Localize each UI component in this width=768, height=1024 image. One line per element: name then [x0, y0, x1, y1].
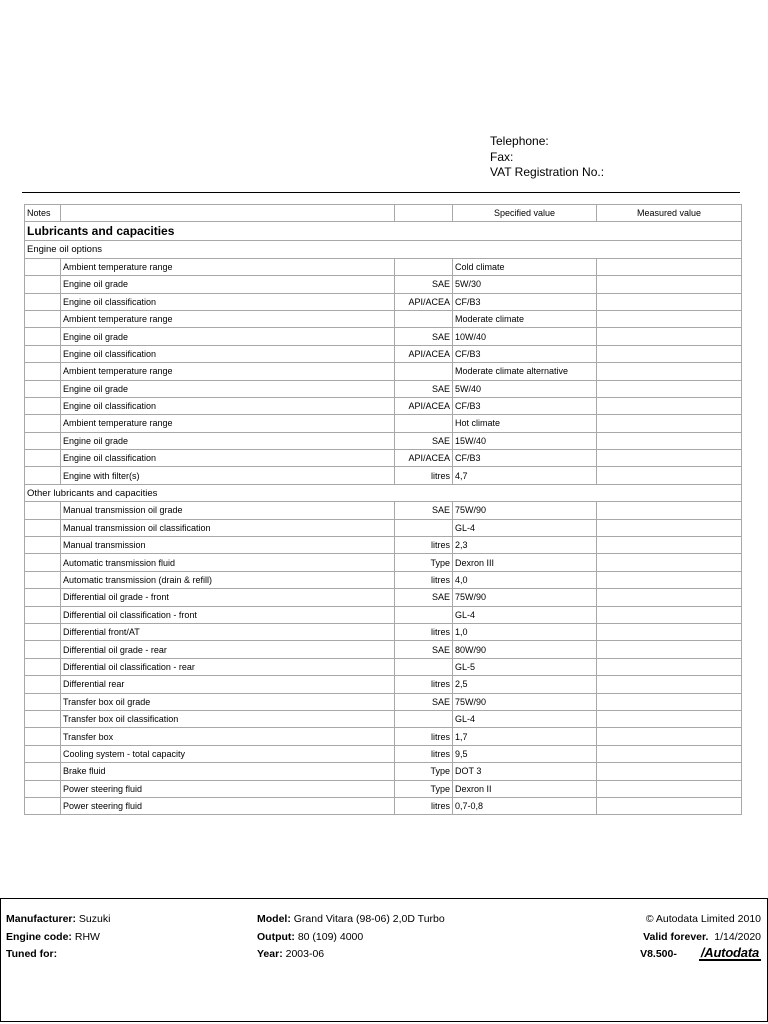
row-unit: API/ACEA — [395, 450, 453, 467]
measured-value — [597, 345, 742, 362]
row-label: Engine oil grade — [61, 276, 395, 293]
row-label: Engine oil grade — [61, 432, 395, 449]
specified-value: GL-4 — [453, 519, 597, 536]
row-label: Transfer box oil grade — [61, 693, 395, 710]
tuned-for-label: Tuned for: — [6, 948, 58, 960]
notes-cell — [25, 589, 61, 606]
row-label: Transfer box oil classification — [61, 710, 395, 727]
measured-value — [597, 537, 742, 554]
notes-cell — [25, 571, 61, 588]
measured-value — [597, 310, 742, 327]
row-unit: litres — [395, 676, 453, 693]
row-label: Differential oil classification - rear — [61, 658, 395, 675]
table-row — [25, 589, 742, 606]
row-unit: litres — [395, 571, 453, 588]
row-unit: SAE — [395, 380, 453, 397]
row-unit: API/ACEA — [395, 345, 453, 362]
telephone-label: Telephone: — [490, 134, 549, 148]
row-unit: SAE — [395, 432, 453, 449]
notes-cell — [25, 693, 61, 710]
table-row — [25, 623, 742, 640]
contact-block — [490, 134, 604, 181]
measured-value — [597, 606, 742, 623]
table-row — [25, 432, 742, 449]
measured-value — [597, 397, 742, 414]
row-unit — [395, 415, 453, 432]
group-row — [25, 241, 742, 258]
table-row — [25, 519, 742, 536]
measured-value — [597, 693, 742, 710]
row-unit: litres — [395, 467, 453, 484]
row-unit — [395, 658, 453, 675]
row-label: Differential front/AT — [61, 623, 395, 640]
table-row — [25, 710, 742, 727]
specified-value: 15W/40 — [453, 432, 597, 449]
specified-value: Moderate climate alternative — [453, 363, 597, 380]
valid-label: Valid forever. — [643, 930, 709, 943]
notes-cell — [25, 745, 61, 762]
specified-value: 9,5 — [453, 745, 597, 762]
notes-cell — [25, 293, 61, 310]
year-value: 2003-06 — [282, 948, 325, 960]
measured-value — [597, 450, 742, 467]
specified-value: 10W/40 — [453, 328, 597, 345]
row-unit: Type — [395, 780, 453, 797]
table-row — [25, 345, 742, 362]
specified-value: Hot climate — [453, 415, 597, 432]
notes-cell — [25, 310, 61, 327]
row-label: Cooling system - total capacity — [61, 745, 395, 762]
row-label: Manual transmission oil grade — [61, 502, 395, 519]
specified-value: Dexron II — [453, 780, 597, 797]
table-row — [25, 502, 742, 519]
row-unit: API/ACEA — [395, 397, 453, 414]
row-label: Engine oil classification — [61, 293, 395, 310]
row-unit: SAE — [395, 276, 453, 293]
autodata-logo: /Autodata — [700, 945, 759, 960]
notes-cell — [25, 606, 61, 623]
measured-value — [597, 276, 742, 293]
row-label: Engine with filter(s) — [61, 467, 395, 484]
table-row — [25, 728, 742, 745]
row-label: Differential oil grade - front — [61, 589, 395, 606]
measured-value — [597, 380, 742, 397]
group-title: Engine oil options — [25, 241, 742, 258]
group-title: Other lubricants and capacities — [25, 484, 742, 501]
section-row — [25, 222, 742, 241]
row-unit: SAE — [395, 693, 453, 710]
engine-code-value: RHW — [71, 930, 100, 943]
notes-cell — [25, 345, 61, 362]
row-label: Ambient temperature range — [61, 310, 395, 327]
table-row — [25, 606, 742, 623]
notes-cell — [25, 258, 61, 275]
footer — [0, 898, 768, 1022]
manufacturer-label: Manufacturer: — [6, 913, 77, 925]
measured-value — [597, 780, 742, 797]
measured-value — [597, 502, 742, 519]
notes-cell — [25, 502, 61, 519]
notes-cell — [25, 623, 61, 640]
measured-value — [597, 710, 742, 727]
notes-cell — [25, 432, 61, 449]
row-unit — [395, 710, 453, 727]
measured-value — [597, 293, 742, 310]
notes-header: Notes — [25, 205, 61, 222]
footer-middle — [257, 911, 445, 964]
notes-cell — [25, 328, 61, 345]
row-unit: litres — [395, 623, 453, 640]
table-row — [25, 467, 742, 484]
measured-value — [597, 676, 742, 693]
table-row — [25, 797, 742, 814]
fax-label: Fax: — [490, 149, 514, 164]
specified-value: 4,0 — [453, 571, 597, 588]
row-unit — [395, 606, 453, 623]
row-label: Automatic transmission (drain & refill) — [61, 571, 395, 588]
group-row — [25, 484, 742, 501]
row-label: Engine oil classification — [61, 450, 395, 467]
vat-label: VAT Registration No.: — [490, 165, 605, 179]
table-row — [25, 780, 742, 797]
measured-value-header: Measured value — [597, 205, 742, 222]
table-row — [25, 258, 742, 275]
notes-cell — [25, 450, 61, 467]
measured-value — [597, 328, 742, 345]
table-row — [25, 641, 742, 658]
table-row — [25, 380, 742, 397]
table-row — [25, 276, 742, 293]
specified-value: CF/B3 — [453, 345, 597, 362]
table-row — [25, 310, 742, 327]
row-unit: litres — [395, 537, 453, 554]
output-label: Output: — [257, 930, 295, 943]
notes-cell — [25, 415, 61, 432]
specified-value: GL-4 — [453, 710, 597, 727]
specified-value: Moderate climate — [453, 310, 597, 327]
specified-value: CF/B3 — [453, 397, 597, 414]
row-unit: litres — [395, 745, 453, 762]
output-value: 80 (109) 4000 — [294, 930, 364, 943]
specified-value: CF/B3 — [453, 293, 597, 310]
row-label: Differential oil classification - front — [61, 606, 395, 623]
notes-cell — [25, 467, 61, 484]
table-row — [25, 363, 742, 380]
row-label: Engine oil grade — [61, 328, 395, 345]
copyright: © Autodata Limited 2010 — [645, 913, 761, 925]
row-unit: Type — [395, 554, 453, 571]
measured-value — [597, 728, 742, 745]
table-row — [25, 293, 742, 310]
row-label: Transfer box — [61, 728, 395, 745]
measured-value — [597, 623, 742, 640]
notes-cell — [25, 710, 61, 727]
table-row — [25, 450, 742, 467]
row-unit — [395, 258, 453, 275]
row-label: Ambient temperature range — [61, 258, 395, 275]
footer-left — [6, 911, 110, 964]
row-label: Manual transmission — [61, 537, 395, 554]
specified-value: DOT 3 — [453, 763, 597, 780]
notes-cell — [25, 780, 61, 797]
notes-cell — [25, 728, 61, 745]
row-label: Power steering fluid — [61, 797, 395, 814]
specified-value: CF/B3 — [453, 450, 597, 467]
row-label: Ambient temperature range — [61, 363, 395, 380]
header-divider — [22, 192, 740, 193]
row-label: Engine oil classification — [61, 397, 395, 414]
measured-value — [597, 432, 742, 449]
specified-value: 0,7-0,8 — [453, 797, 597, 814]
measured-value — [597, 519, 742, 536]
specified-value: 75W/90 — [453, 693, 597, 710]
specified-value: 1,7 — [453, 728, 597, 745]
model-value: Grand Vitara (98-06) 2,0D Turbo — [290, 913, 445, 925]
notes-cell — [25, 763, 61, 780]
row-label: Power steering fluid — [61, 780, 395, 797]
row-unit: SAE — [395, 589, 453, 606]
table-header-row — [25, 205, 742, 222]
notes-cell — [25, 554, 61, 571]
specified-value: Cold climate — [453, 258, 597, 275]
table-row — [25, 693, 742, 710]
version: V8.500- — [640, 948, 677, 960]
specified-value: 75W/90 — [453, 502, 597, 519]
notes-cell — [25, 276, 61, 293]
row-unit — [395, 519, 453, 536]
row-unit — [395, 363, 453, 380]
year-label: Year: — [257, 948, 283, 960]
spec-table — [24, 204, 742, 815]
notes-cell — [25, 658, 61, 675]
table-row — [25, 537, 742, 554]
model-label: Model: — [257, 913, 291, 925]
row-unit: Type — [395, 763, 453, 780]
valid-date: 1/14/2020 — [714, 930, 761, 943]
table-row — [25, 763, 742, 780]
specified-value-header: Specified value — [453, 205, 597, 222]
table-row — [25, 676, 742, 693]
row-unit: SAE — [395, 641, 453, 658]
measured-value — [597, 554, 742, 571]
notes-cell — [25, 797, 61, 814]
specified-value: 2,5 — [453, 676, 597, 693]
measured-value — [597, 258, 742, 275]
engine-code-label: Engine code: — [6, 930, 72, 943]
table-row — [25, 328, 742, 345]
specified-value: 4,7 — [453, 467, 597, 484]
measured-value — [597, 589, 742, 606]
measured-value — [597, 797, 742, 814]
specified-value: Dexron III — [453, 554, 597, 571]
notes-cell — [25, 397, 61, 414]
specified-value: 80W/90 — [453, 641, 597, 658]
notes-cell — [25, 537, 61, 554]
row-label: Engine oil grade — [61, 380, 395, 397]
measured-value — [597, 363, 742, 380]
specified-value: 5W/40 — [453, 380, 597, 397]
specified-value: GL-4 — [453, 606, 597, 623]
specified-value: 2,3 — [453, 537, 597, 554]
notes-cell — [25, 641, 61, 658]
measured-value — [597, 467, 742, 484]
table-row — [25, 658, 742, 675]
table-row — [25, 571, 742, 588]
measured-value — [597, 658, 742, 675]
specified-value: 5W/30 — [453, 276, 597, 293]
section-title: Lubricants and capacities — [25, 222, 742, 241]
row-label: Automatic transmission fluid — [61, 554, 395, 571]
row-unit: API/ACEA — [395, 293, 453, 310]
measured-value — [597, 415, 742, 432]
row-unit — [395, 310, 453, 327]
row-label: Manual transmission oil classification — [61, 519, 395, 536]
specified-value: 1,0 — [453, 623, 597, 640]
manufacturer-value: Suzuki — [76, 913, 111, 925]
table-row — [25, 745, 742, 762]
measured-value — [597, 571, 742, 588]
row-label: Differential rear — [61, 676, 395, 693]
row-unit: litres — [395, 728, 453, 745]
specified-value: 75W/90 — [453, 589, 597, 606]
table-row — [25, 397, 742, 414]
specified-value: GL-5 — [453, 658, 597, 675]
measured-value — [597, 641, 742, 658]
row-unit: SAE — [395, 502, 453, 519]
notes-cell — [25, 380, 61, 397]
row-label: Engine oil classification — [61, 345, 395, 362]
table-row — [25, 554, 742, 571]
row-unit: litres — [395, 797, 453, 814]
measured-value — [597, 763, 742, 780]
row-unit: SAE — [395, 328, 453, 345]
notes-cell — [25, 363, 61, 380]
row-label: Differential oil grade - rear — [61, 641, 395, 658]
footer-right — [640, 911, 761, 964]
row-label: Ambient temperature range — [61, 415, 395, 432]
notes-cell — [25, 519, 61, 536]
measured-value — [597, 745, 742, 762]
notes-cell — [25, 676, 61, 693]
row-label: Brake fluid — [61, 763, 395, 780]
table-row — [25, 415, 742, 432]
